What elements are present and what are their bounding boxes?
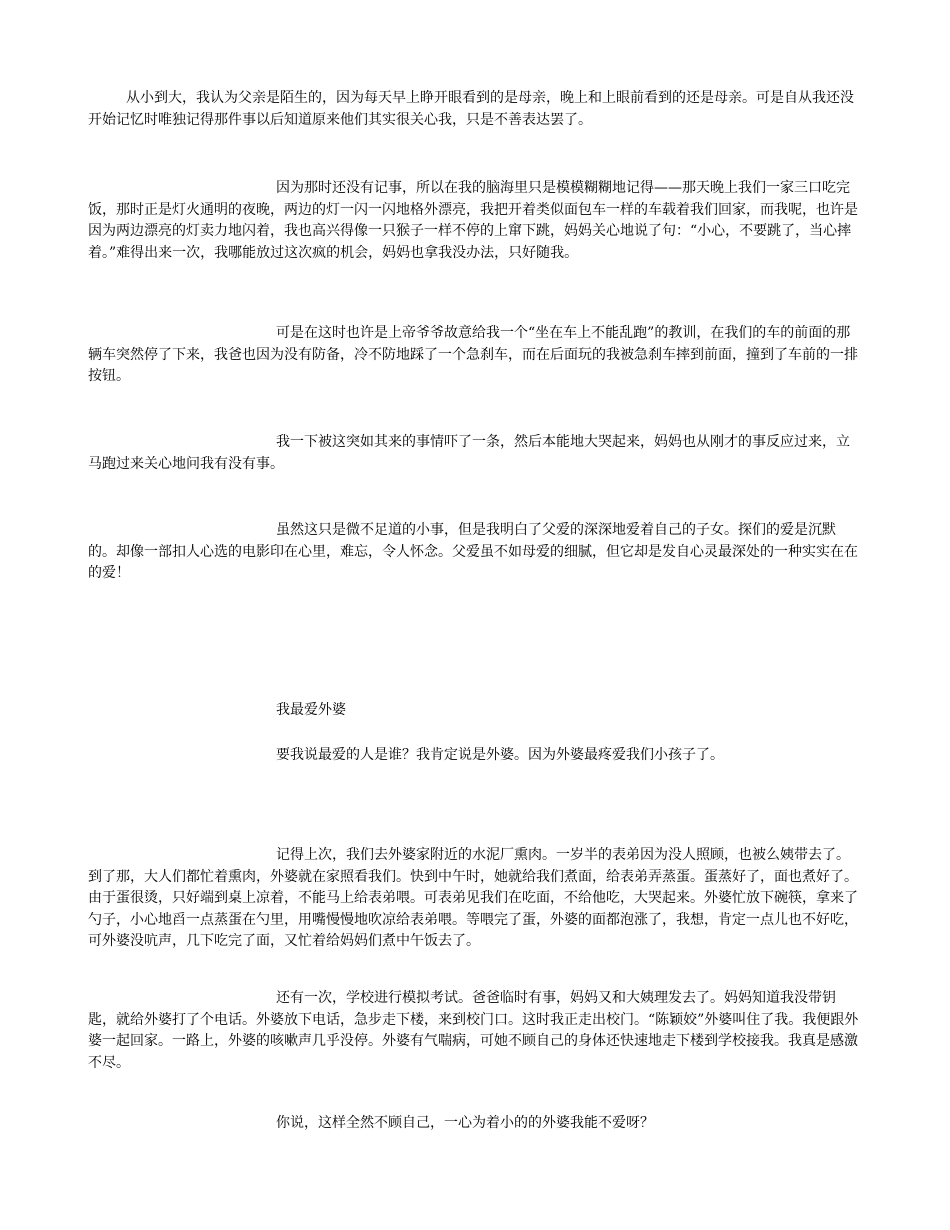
paragraph-2: 因为那时还没有记事，所以在我的脑海里只是模模糊糊地记得——那天晚上我们一家三口吃完饭，那时正是灯火通明的夜晚，两边的灯一闪一闪地格外漂亮，我把开着类似面包车一样的车载着我们回家，而我呢，也许是因为两边漂亮的灯卖力地闪着，我也高兴得像一只猴子一样不停的上窜下跳，妈妈关心地说了句：“小心，不要跳了，当心摔着。”难得出来一次，我哪能放过这次疯的机会，妈妈也拿我没办法，只好随我。	[88, 180, 858, 261]
paragraph-1: 从小到大，我认为父亲是陌生的，因为每天早上睁开眼看到的是母亲，晚上和上眼前看到的还是母亲。可是自从我还没开始记忆时唯独记得那件事以后知道原来他们其实很关心我，只是不善表达罢了。	[88, 90, 854, 128]
paragraph-4: 我一下被这突如其来的事情吓了一条，然后本能地大哭起来，妈妈也从刚才的事反应过来，立马跑过来关心地问我有没有事。	[88, 434, 850, 472]
paragraph-7: 记得上次，我们去外婆家附近的水泥厂熏肉。一岁半的表弟因为没人照顾，也被么姨带去了。到了那，大人们都忙着熏肉，外婆就在家照看我们。快到中午时，她就给我们煮面，给表弟弄蒸蛋。蛋蒸好了，面也煮好了。由于蛋很烫，只好端到桌上凉着，不能马上给表弟喂。可表弟见我们在吃面，不给他吃，大哭起来。外婆忙放下碗筷，拿来了勺子，小心地舀一点蒸蛋在勺里，用嘴慢慢地吹凉给表弟喂。等喂完了蛋，外婆的面都泡涨了，我想，肯定一点儿也不好吃，可外婆没吭声，几下吃完了面，又忙着给妈妈们煮中午饭去了。	[88, 847, 858, 949]
section-title: 我最爱外婆	[276, 702, 346, 718]
paragraph-3: 可是在这时也许是上帝爷爷故意给我一个“坐在车上不能乱跑”的教训，在我们的车的前面的那辆车突然停了下来，我爸也因为没有防备，冷不防地踩了一个急刹车，而在后面玩的我被急刹车摔到前面，撞到了车前的一排按钮。	[88, 325, 858, 384]
paragraph-6: 要我说最爱的人是谁？我肯定说是外婆。因为外婆最疼爱我们小孩子了。	[276, 747, 724, 763]
paragraph-5: 虽然这只是微不足道的小事，但是我明白了父爱的深深地爱着自己的子女。探们的爱是沉默的。却像一部扣人心选的电影印在心里，难忘，令人怀念。父爱虽不如母爱的细腻，但它却是发自心灵最深处的一种实实在在的爱！	[88, 522, 858, 581]
paragraph-9: 你说，这样全然不顾自己，一心为着小的的外婆我能不爱呀？	[276, 1115, 654, 1131]
paragraph-8: 还有一次，学校进行模拟考试。爸爸临时有事，妈妈又和大姨理发去了。妈妈知道我没带钥匙，就给外婆打了个电话。外婆放下电话，急步走下楼，来到校门口。这时我正走出校门。“陈颖姣”外婆叫住了我。我便跟外婆一起回家。一路上，外婆的咳嗽声几乎没停。外婆有气喘病，可她不顾自己的身体还快速地走下楼到学校接我。我真是感激不尽。	[88, 990, 859, 1071]
